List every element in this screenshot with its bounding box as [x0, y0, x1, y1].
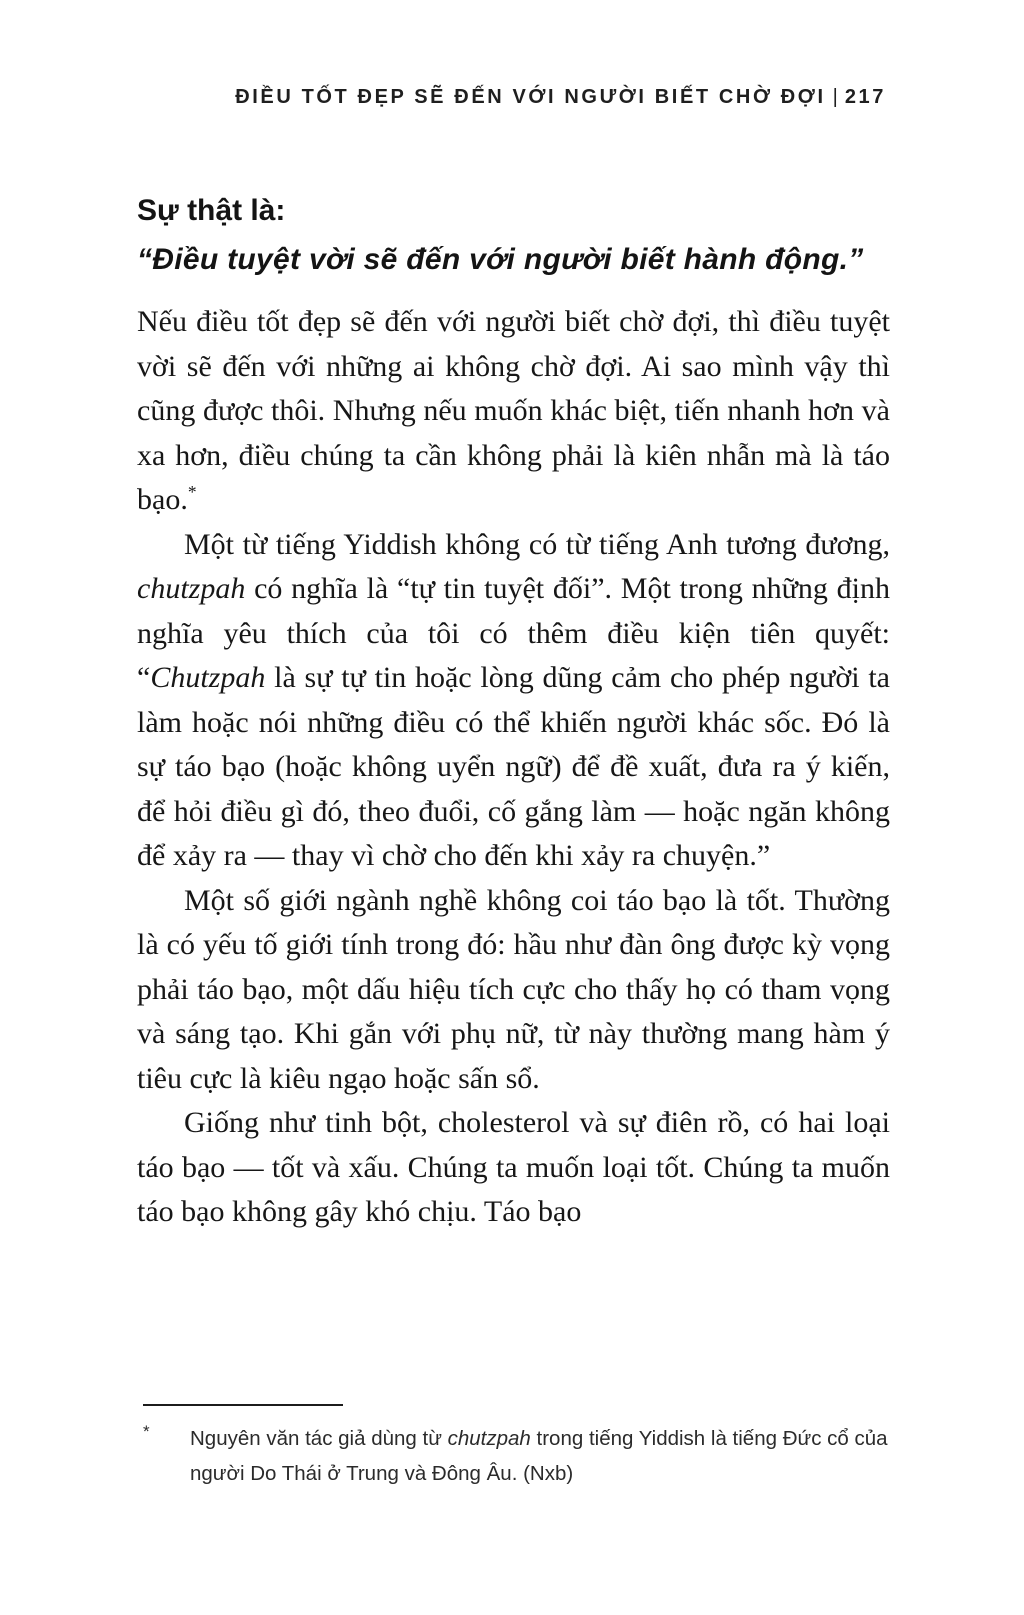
header-divider: | — [832, 86, 838, 108]
heading-line2: “Điều tuyệt vời sẽ đến với người biết hành động.” — [137, 243, 864, 276]
text-run: Nếu điều tốt đẹp sẽ đến với người biết chờ đợi, thì điều tuyệt vời sẽ đến với những ai không chờ đợi. Ai sao mình vậy thì cũng được thôi. Nhưng nếu muốn khác biệt, tiến nhanh hơn và xa hơn, điều chúng ta cần không phải là kiên nhẫn mà là táo bạo. — [137, 305, 890, 516]
text-run: Một từ tiếng Yiddish không có từ tiếng Anh tương đương, — [184, 527, 890, 561]
body-paragraph — [137, 1101, 890, 1235]
text-run: Giống như tinh bột, cholesterol và sự điên rồ, có hai loại táo bạo — tốt và xấu. Chúng ta muốn loại tốt. Chúng ta muốn táo bạo không gây khó chịu. Táo bạo — [137, 1106, 890, 1228]
footnote-divider — [143, 1404, 343, 1406]
italic-run: Chutzpah — [150, 661, 266, 694]
footnote-text — [190, 1421, 904, 1491]
text-run: Nguyên văn tác giả dùng từ — [190, 1427, 448, 1450]
body-paragraphs — [137, 300, 890, 1235]
body-paragraph — [137, 879, 890, 1102]
heading-line1: Sự thật là: — [137, 194, 286, 227]
body-paragraph — [137, 523, 890, 879]
page-number: 217 — [844, 86, 886, 108]
body-paragraph — [137, 300, 890, 523]
text-run: là sự tự tin hoặc lòng dũng cảm cho phép người ta làm hoặc nói những điều có thể khiến người khác sốc. Đó là sự táo bạo (hoặc không uyển ngữ) để đề xuất, đưa ra ý kiến, để hỏi điều gì đó, theo đuổi, cố gắng làm — hoặc ngăn không để xảy ra — thay vì chờ cho đến khi xảy ra chuyện.” — [137, 661, 890, 872]
text-run: có nghĩa là “tự tin tuyệt đối”. Một trong những định nghĩa yêu thích của tôi có thêm điều kiện tiên quyết: “ — [137, 572, 890, 694]
text-run: trong tiếng Yiddish là tiếng Đức cổ của người Do Thái ở Trung và Đông Âu. (Nxb) — [190, 1427, 888, 1485]
footnote-row — [143, 1421, 913, 1491]
italic-run: chutzpah — [447, 1427, 531, 1450]
footnote-marker: * — [143, 1422, 150, 1441]
footnote — [143, 1404, 913, 1491]
text-run: Một số giới ngành nghề không coi táo bạo là tốt. Thường là có yếu tố giới tính trong đó: hầu như đàn ông được kỳ vọng phải táo bạo, một dấu hiệu tích cực cho thấy họ có tham vọng và sáng tạo. Khi gắn với phụ nữ, từ này thường mang hàm ý tiêu cực là kiêu ngạo hoặc sấn sổ. — [137, 883, 890, 1095]
footnote-reference: * — [187, 482, 197, 502]
page-header — [235, 86, 886, 109]
italic-run: chutzpah — [137, 572, 246, 605]
running-head-title: ĐIỀU TỐT ĐẸP SẼ ĐẾN VỚI NGƯỜI BIẾT CHỜ ĐỢI — [235, 86, 826, 108]
section-heading — [137, 186, 924, 284]
